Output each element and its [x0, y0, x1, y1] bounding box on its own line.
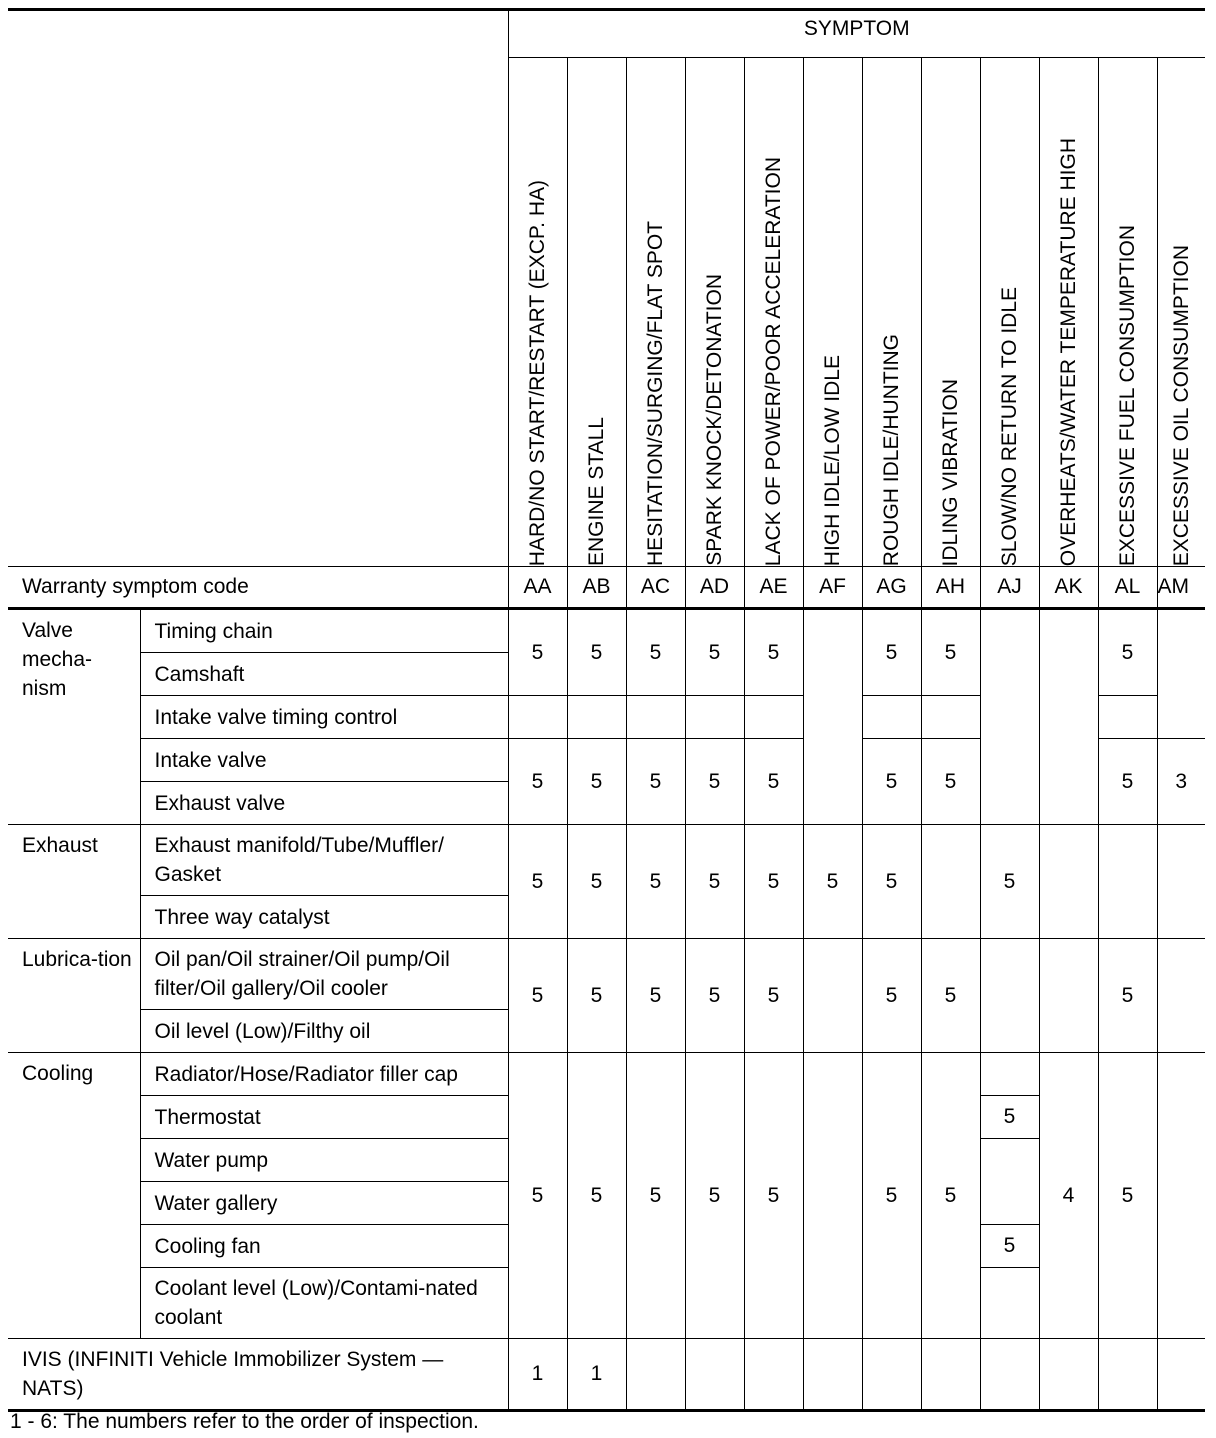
category-valve-mechanism: Valve mecha-nism [8, 609, 140, 825]
value-cell: 5 [626, 939, 685, 1053]
footnote: 1 - 6: The numbers refer to the order of inspection. [10, 1410, 479, 1433]
value-cell-empty [1157, 939, 1205, 1053]
symptom-header: SLOW/NO RETURN TO IDLE [980, 58, 1039, 567]
value-cell-empty [803, 1053, 862, 1339]
value-cell: 5 [744, 1053, 803, 1339]
category-lubrication: Lubrica-tion [8, 939, 140, 1053]
symptom-header: SPARK KNOCK/DETONATION [685, 58, 744, 567]
item-oil-pan: Oil pan/Oil strainer/Oil pump/Oil filter/Oil gallery/Oil cooler [140, 939, 508, 1010]
value-cell: 5 [685, 825, 744, 939]
value-cell: 5 [685, 939, 744, 1053]
value-cell: 5 [567, 739, 626, 825]
symptom-header: ENGINE STALL [567, 58, 626, 567]
value-cell-empty [803, 1339, 862, 1411]
code-cell: AF [803, 567, 862, 609]
warranty-code-label: Warranty symptom code [8, 567, 508, 609]
item-three-way-catalyst: Three way catalyst [140, 896, 508, 939]
value-cell-empty [803, 939, 862, 1053]
item-cooling-fan: Cooling fan [140, 1225, 508, 1268]
value-cell: 5 [980, 825, 1039, 939]
value-cell: 5 [1098, 739, 1157, 825]
value-cell-empty [980, 1053, 1039, 1096]
value-cell-empty [626, 696, 685, 739]
value-cell: 5 [685, 739, 744, 825]
code-cell: AL [1098, 567, 1157, 609]
value-cell-empty [626, 1339, 685, 1411]
value-cell: 4 [1039, 1053, 1098, 1339]
value-cell: 5 [1098, 1053, 1157, 1339]
value-cell: 5 [862, 739, 921, 825]
value-cell-empty [567, 696, 626, 739]
symptom-title: SYMPTOM [508, 10, 1205, 58]
value-cell-empty [803, 609, 862, 825]
value-cell-empty [980, 1268, 1039, 1339]
value-cell-empty [1039, 609, 1098, 825]
symptom-matrix-table [8, 8, 1205, 1412]
item-coolant-level: Coolant level (Low)/Contami-nated coolant [140, 1268, 508, 1339]
symptom-header: HARD/NO START/RESTART (EXCP. HA) [508, 58, 567, 567]
value-cell: 5 [567, 1053, 626, 1339]
value-cell-empty [685, 1339, 744, 1411]
value-cell-empty [1098, 696, 1157, 739]
code-cell: AG [862, 567, 921, 609]
value-cell: 5 [744, 939, 803, 1053]
value-cell-empty [921, 825, 980, 939]
value-cell: 5 [567, 609, 626, 696]
value-cell: 5 [862, 825, 921, 939]
value-cell-empty [744, 696, 803, 739]
value-cell-empty [862, 696, 921, 739]
value-cell-empty [921, 1339, 980, 1411]
value-cell: 5 [567, 825, 626, 939]
code-cell: AM [1157, 567, 1205, 609]
value-cell-empty [1098, 1339, 1157, 1411]
symptom-header: HIGH IDLE/LOW IDLE [803, 58, 862, 567]
value-cell: 5 [567, 939, 626, 1053]
value-cell: 5 [685, 1053, 744, 1339]
value-cell-empty [685, 696, 744, 739]
value-cell: 5 [1098, 609, 1157, 696]
value-cell: 5 [744, 825, 803, 939]
value-cell: 5 [980, 1225, 1039, 1268]
category-cooling: Cooling [8, 1053, 140, 1339]
value-cell-empty [980, 1339, 1039, 1411]
code-cell: AJ [980, 567, 1039, 609]
symptom-header: EXCESSIVE OIL CONSUMPTION [1157, 58, 1205, 567]
value-cell: 5 [862, 1053, 921, 1339]
value-cell: 5 [803, 825, 862, 939]
value-cell: 1 [567, 1339, 626, 1411]
symptom-header: HESITATION/SURGING/FLAT SPOT [626, 58, 685, 567]
code-cell: AA [508, 567, 567, 609]
value-cell-empty [1039, 1339, 1098, 1411]
value-cell: 5 [508, 1053, 567, 1339]
value-cell: 5 [862, 609, 921, 696]
symptom-header: IDLING VIBRATION [921, 58, 980, 567]
value-cell: 5 [508, 939, 567, 1053]
item-intake-valve: Intake valve [140, 739, 508, 782]
value-cell: 5 [744, 609, 803, 696]
symptom-header: ROUGH IDLE/HUNTING [862, 58, 921, 567]
value-cell-empty [1039, 825, 1098, 939]
symptom-header: LACK OF POWER/POOR ACCELERATION [744, 58, 803, 567]
item-ivis: IVIS (INFINITI Vehicle Immobilizer System — NATS) [8, 1339, 508, 1411]
value-cell: 5 [921, 939, 980, 1053]
value-cell-empty [1157, 1053, 1205, 1339]
item-water-gallery: Water gallery [140, 1182, 508, 1225]
value-cell: 1 [508, 1339, 567, 1411]
warranty-code-row [8, 567, 1205, 609]
code-cell: AD [685, 567, 744, 609]
category-exhaust: Exhaust [8, 825, 140, 939]
value-cell-empty [980, 1139, 1039, 1225]
item-water-pump: Water pump [140, 1139, 508, 1182]
value-cell: 5 [685, 609, 744, 696]
value-cell-empty [1098, 825, 1157, 939]
value-cell: 5 [626, 1053, 685, 1339]
item-camshaft: Camshaft [140, 653, 508, 696]
code-cell: AC [626, 567, 685, 609]
code-cell: AH [921, 567, 980, 609]
code-cell: AK [1039, 567, 1098, 609]
value-cell: 5 [921, 1053, 980, 1339]
value-cell-empty [1039, 939, 1098, 1053]
value-cell-empty [1157, 1339, 1205, 1411]
value-cell-empty [921, 696, 980, 739]
value-cell-empty [1157, 825, 1205, 939]
value-cell-empty [1157, 609, 1205, 739]
value-cell: 5 [921, 609, 980, 696]
value-cell: 5 [626, 609, 685, 696]
value-cell: 5 [508, 609, 567, 696]
value-cell: 5 [862, 939, 921, 1053]
item-exhaust-valve: Exhaust valve [140, 782, 508, 825]
item-timing-chain: Timing chain [140, 609, 508, 653]
value-cell: 5 [508, 825, 567, 939]
item-thermostat: Thermostat [140, 1096, 508, 1139]
value-cell: 5 [980, 1096, 1039, 1139]
item-radiator: Radiator/Hose/Radiator filler cap [140, 1053, 508, 1096]
value-cell: 3 [1157, 739, 1205, 825]
value-cell: 5 [508, 739, 567, 825]
code-cell: AE [744, 567, 803, 609]
value-cell-empty [508, 696, 567, 739]
value-cell-empty [862, 1339, 921, 1411]
value-cell-empty [980, 609, 1039, 825]
value-cell: 5 [921, 739, 980, 825]
symptom-header: EXCESSIVE FUEL CONSUMPTION [1098, 58, 1157, 567]
value-cell: 5 [744, 739, 803, 825]
item-intake-valve-timing-control: Intake valve timing control [140, 696, 508, 739]
symptom-header: OVERHEATS/WATER TEMPERATURE HIGH [1039, 58, 1098, 567]
value-cell: 5 [626, 739, 685, 825]
value-cell: 5 [626, 825, 685, 939]
value-cell-empty [980, 939, 1039, 1053]
item-oil-level: Oil level (Low)/Filthy oil [140, 1010, 508, 1053]
value-cell-empty [744, 1339, 803, 1411]
header-blank-cell [8, 10, 508, 567]
item-exhaust-manifold: Exhaust manifold/Tube/Muffler/ Gasket [140, 825, 508, 896]
code-cell: AB [567, 567, 626, 609]
value-cell: 5 [1098, 939, 1157, 1053]
